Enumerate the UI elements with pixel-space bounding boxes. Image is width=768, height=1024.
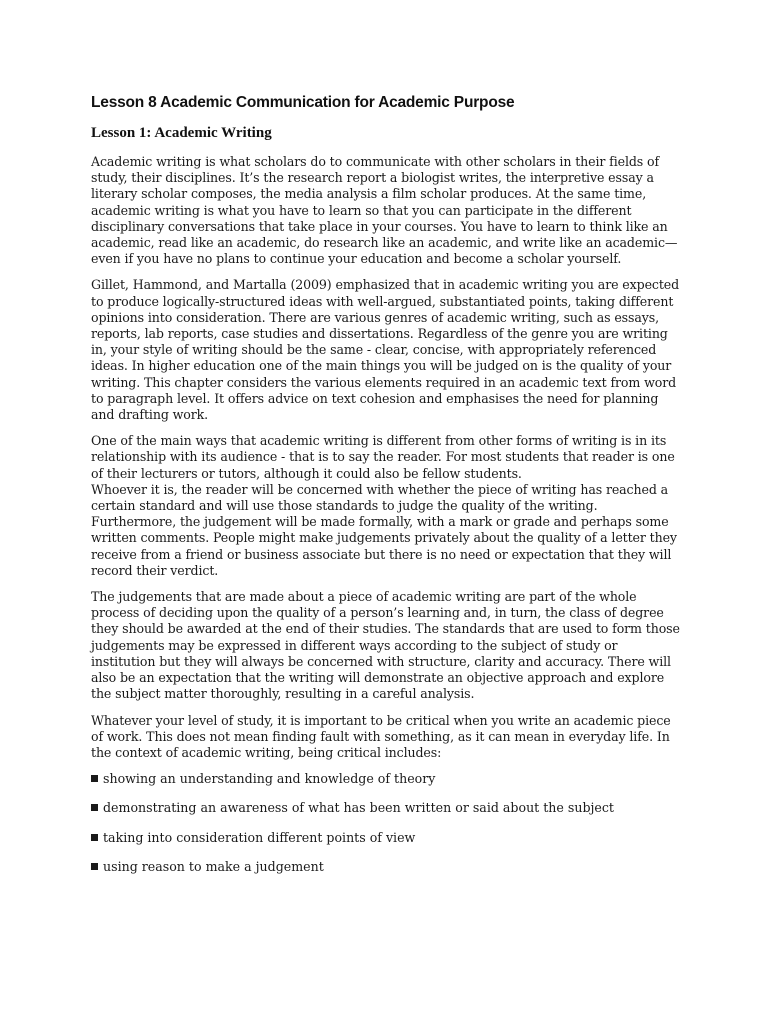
- list-item-text: demonstrating an awareness of what has been written or said about the subject: [103, 800, 614, 816]
- square-bullet-icon: [91, 863, 98, 870]
- paragraph-reader: Whoever it is, the reader will be concerned with whether the piece of writing has reached a certain standard and will use those standards to judge the quality of the writing. Furthermore, the judgement will be made formally, with a mark or grade and perhaps some written comments. People might make judgements privately about the quality of a letter they receive from a friend or business associate but there is no need or expectation that they will record their verdict.: [91, 481, 677, 578]
- document-body: [91, 94, 681, 888]
- lesson-subtitle: Lesson 1: Academic Writing: [91, 125, 272, 141]
- square-bullet-icon: [91, 834, 98, 841]
- paragraph-audience: One of the main ways that academic writing is different from other forms of writing is in its relationship with its audience - that is to say the reader. For most students that reader is one of their lecturers or tutors, although it could also be fellow students.: [91, 433, 675, 481]
- list-item: [91, 830, 681, 846]
- list-item-text: taking into consideration different points of view: [103, 829, 416, 845]
- list-item-text: using reason to make a judgement: [103, 858, 324, 874]
- paragraph-gillet: Gillet, Hammond, and Martalla (2009) emphasized that in academic writing you are expected to produce logically-structured ideas with well-argued, substantiated points, taking different opinions into consideration. There are various genres of academic writing, such as essays, reports, lab reports, case studies and dissertations. Regardless of the genre you are writing in, your style of writing should be the same - clear, concise, with appropriately referenced ideas. In higher education one of the main things you will be judged on is the quality of your writing. This chapter considers the various elements required in an academic text from word to paragraph level. It offers advice on text cohesion and emphasises the need for planning and drafting work.: [91, 277, 680, 423]
- paragraph-intro: Academic writing is what scholars do to communicate with other scholars in their fields of study, their disciplines. It’s the research report a biologist writes, the interpretive essay a literary scholar composes, the media analysis a film scholar produces. At the same time, academic writing is what you have to learn so that you can participate in the different disciplinary conversations that take place in your courses. You have to learn to think like an academic, read like an academic, do research like an academic, and write like an academic—even if you have no plans to continue your education and become a scholar yourself.: [91, 154, 678, 267]
- square-bullet-icon: [91, 775, 98, 782]
- lesson-title: Lesson 8 Academic Communication for Academic Purpose: [91, 94, 515, 111]
- critical-list: [91, 771, 681, 875]
- list-item-text: showing an understanding and knowledge of theory: [103, 771, 436, 787]
- list-item: [91, 800, 681, 816]
- list-item: [91, 771, 681, 787]
- paragraph-critical: Whatever your level of study, it is important to be critical when you write an academic piece of work. This does not mean finding fault with something, as it can mean in everyday life. In the context of academic writing, being critical includes:: [91, 712, 671, 760]
- paragraph-judgements: The judgements that are made about a piece of academic writing are part of the whole process of deciding upon the quality of a person’s learning and, in turn, the class of degree they should be awarded at the end of their studies. The standards that are used to form those judgements may be expressed in different ways according to the subject of study or institution but they will always be concerned with structure, clarity and accuracy. There will also be an expectation that the writing will demonstrate an objective approach and explore the subject matter thoroughly, resulting in a careful analysis.: [91, 589, 680, 702]
- square-bullet-icon: [91, 804, 98, 811]
- list-item: [91, 859, 681, 875]
